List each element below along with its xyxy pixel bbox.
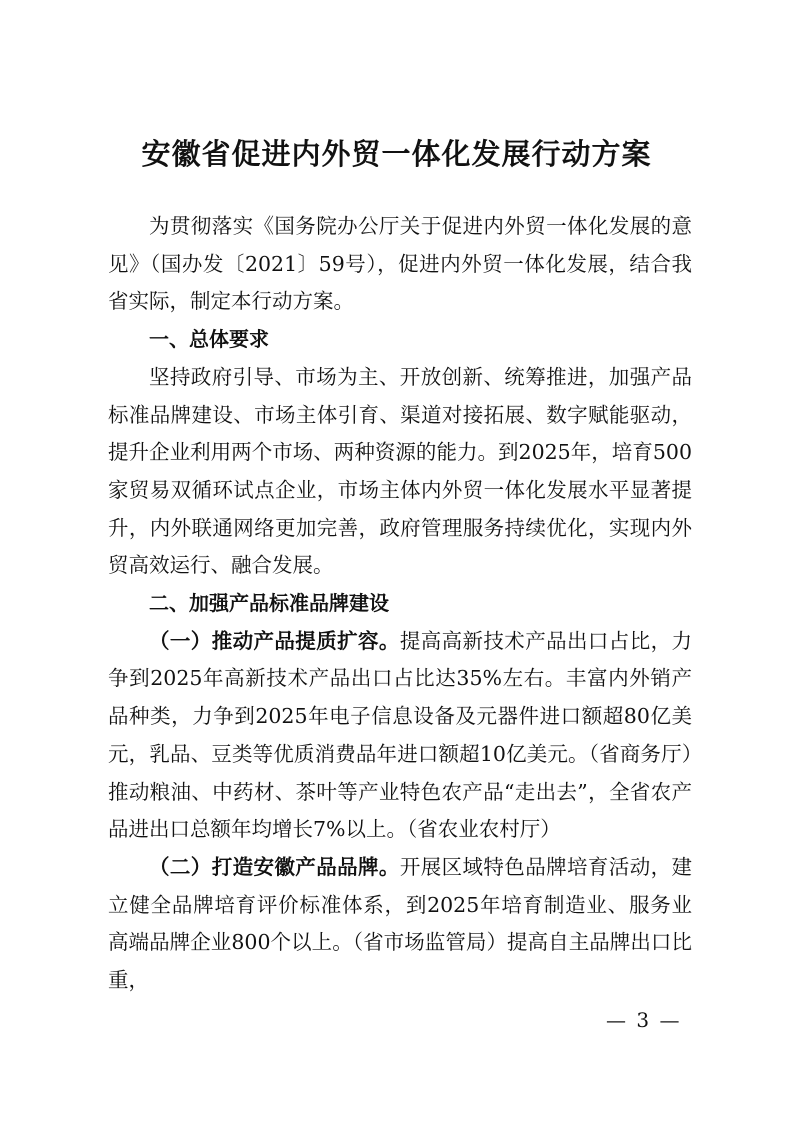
page-number: — 3 — — [606, 1008, 682, 1032]
item-text-quality-expansion: 提高高新技术产品出口占比，力争到2025年高新技术产品出口占比达35%左右。丰富内外销产品种类，力争到2025年电子信息设备及元器件进口额超80亿美元，乳品、豆类等优质消费品年进口额超10亿美元。（省商务厅）推动粮油、中药材、茶叶等产业特色农产品“走出去”，全省农产品进出口总额年均增长7%以上。（省农业农村厅） — [108, 628, 693, 842]
document-body — [108, 208, 692, 1000]
item-paragraph-quality-expansion — [108, 623, 692, 849]
section-heading-product-standards: 二、加强产品标准品牌建设 — [149, 591, 389, 616]
item-text-anhui-brand: 开展区域特色品牌培育活动，建立健全品牌培育评价标准体系，到2025年培育制造业、服务业高端品牌企业800个以上。（省市场监管局）提高自主品牌出口比重， — [108, 854, 693, 993]
general-requirements-paragraph: 坚持政府引导、市场为主、开放创新、统筹推进，加强产品标准品牌建设、市场主体引育、渠道对接拓展、数字赋能驱动，提升企业利用两个市场、两种资源的能力。到2025年，培育500家贸易双循环试点企业，市场主体内外贸一体化发展水平显著提升，内外联通网络更加完善，政府管理服务持续优化，实现内外贸高效运行、融合发展。 — [108, 364, 692, 578]
section-heading-general-requirements: 一、总体要求 — [149, 327, 269, 352]
item-heading-anhui-brand: （二）打造安徽产品品牌。 — [149, 854, 400, 879]
item-heading-quality-expansion: （一）推动产品提质扩容。 — [149, 628, 400, 653]
intro-paragraph: 为贯彻落实《国务院办公厅关于促进内外贸一体化发展的意见》（国办发〔2021〕59号），促进内外贸一体化发展，结合我省实际，制定本行动方案。 — [108, 214, 692, 314]
item-paragraph-anhui-brand — [108, 849, 692, 1000]
document-title: 安徽省促进内外贸一体化发展行动方案 — [141, 137, 652, 171]
